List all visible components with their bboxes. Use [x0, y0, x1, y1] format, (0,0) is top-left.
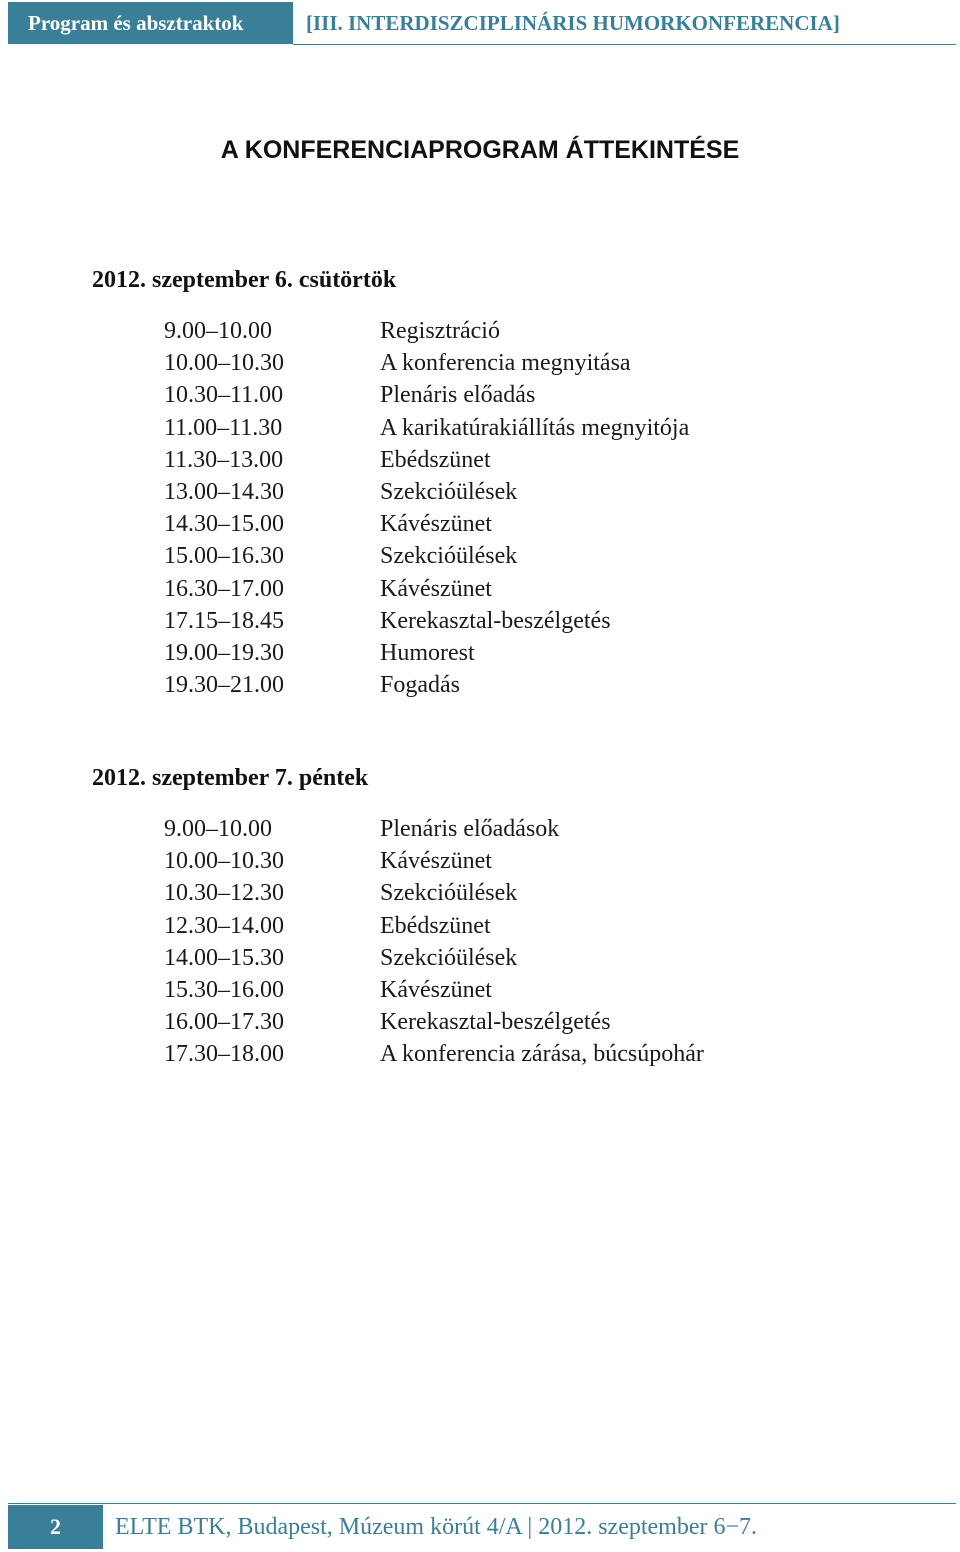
schedule-row: [164, 669, 864, 701]
page-title: A KONFERENCIAPROGRAM ÁTTEKINTÉSE: [220, 136, 740, 164]
schedule-row: [164, 540, 864, 572]
schedule-row: [164, 1006, 864, 1038]
event-name: Humorest: [380, 639, 475, 666]
time-slot: 13.00–14.30: [164, 478, 284, 505]
schedule-friday: [164, 813, 864, 1071]
day-heading-friday: 2012. szeptember 7. péntek: [92, 765, 369, 791]
time-slot: 14.00–15.30: [164, 944, 284, 971]
event-name: Szekcióülések: [380, 543, 518, 570]
schedule-row: [164, 845, 864, 877]
time-slot: 16.00–17.30: [164, 1009, 284, 1036]
time-slot: 15.00–16.30: [164, 543, 284, 570]
schedule-row: [164, 508, 864, 540]
event-name: Ebédszünet: [380, 446, 491, 473]
schedule-row: [164, 910, 864, 942]
schedule-row: [164, 412, 864, 444]
schedule-row: [164, 942, 864, 974]
time-slot: 11.00–11.30: [164, 414, 283, 441]
schedule-row: [164, 1038, 864, 1070]
schedule-row: [164, 476, 864, 508]
event-name: Ebédszünet: [380, 912, 491, 939]
day-heading-thursday: 2012. szeptember 6. csütörtök: [92, 267, 397, 293]
event-name: A karikatúrakiállítás megnyitója: [380, 414, 690, 441]
schedule-row: [164, 379, 864, 411]
event-name: Fogadás: [380, 672, 460, 699]
event-name: Szekcióülések: [380, 880, 518, 907]
event-name: Kávészünet: [380, 976, 492, 1003]
time-slot: 16.30–17.00: [164, 575, 284, 602]
time-slot: 10.00–10.30: [164, 350, 284, 377]
event-name: Szekcióülések: [380, 478, 518, 505]
event-name: Plenáris előadások: [380, 816, 560, 842]
time-slot: 17.30–18.00: [164, 1041, 284, 1068]
page-number: 2: [8, 1505, 103, 1549]
page-header: [8, 2, 956, 46]
event-name: Regisztráció: [380, 318, 500, 344]
event-name: Plenáris előadás: [380, 382, 536, 409]
time-slot: 14.30–15.00: [164, 511, 284, 538]
time-slot: 12.30–14.00: [164, 912, 284, 939]
page-footer: [8, 1503, 956, 1549]
schedule-row: [164, 813, 864, 845]
time-slot: 15.30–16.00: [164, 976, 284, 1003]
schedule-row: [164, 573, 864, 605]
event-name: A konferencia zárása, búcsúpohár: [380, 1041, 704, 1068]
time-slot: 10.30–11.00: [164, 382, 284, 409]
event-name: A konferencia megnyitása: [380, 350, 631, 377]
schedule-thursday: [164, 315, 864, 701]
event-name: Kerekasztal-beszélgetés: [380, 607, 611, 634]
conference-title: [III. INTERDISZCIPLINÁRIS HUMORKONFERENCIA]: [306, 11, 840, 35]
schedule-row: [164, 637, 864, 669]
event-name: Kerekasztal-beszélgetés: [380, 1009, 611, 1036]
event-name: Kávészünet: [380, 511, 492, 538]
header-divider: [293, 44, 956, 45]
footer-venue-date: ELTE BTK, Budapest, Múzeum körút 4/A | 2012. szeptember 6−7.: [115, 1514, 758, 1540]
event-name: Kávészünet: [380, 575, 492, 602]
event-name: Kávészünet: [380, 848, 492, 875]
header-section-tab: Program és absztraktok: [8, 2, 293, 44]
footer-divider: [8, 1503, 956, 1504]
schedule-row: [164, 877, 864, 909]
schedule-row: [164, 315, 864, 347]
time-slot: 9.00–10.00: [164, 816, 272, 842]
time-slot: 19.30–21.00: [164, 672, 284, 699]
event-name: Szekcióülések: [380, 944, 518, 971]
time-slot: 10.30–12.30: [164, 880, 284, 907]
schedule-row: [164, 605, 864, 637]
time-slot: 10.00–10.30: [164, 848, 284, 875]
time-slot: 11.30–13.00: [164, 446, 284, 473]
time-slot: 17.15–18.45: [164, 607, 284, 634]
schedule-row: [164, 974, 864, 1006]
schedule-row: [164, 444, 864, 476]
time-slot: 9.00–10.00: [164, 318, 272, 344]
time-slot: 19.00–19.30: [164, 639, 284, 666]
schedule-row: [164, 347, 864, 379]
